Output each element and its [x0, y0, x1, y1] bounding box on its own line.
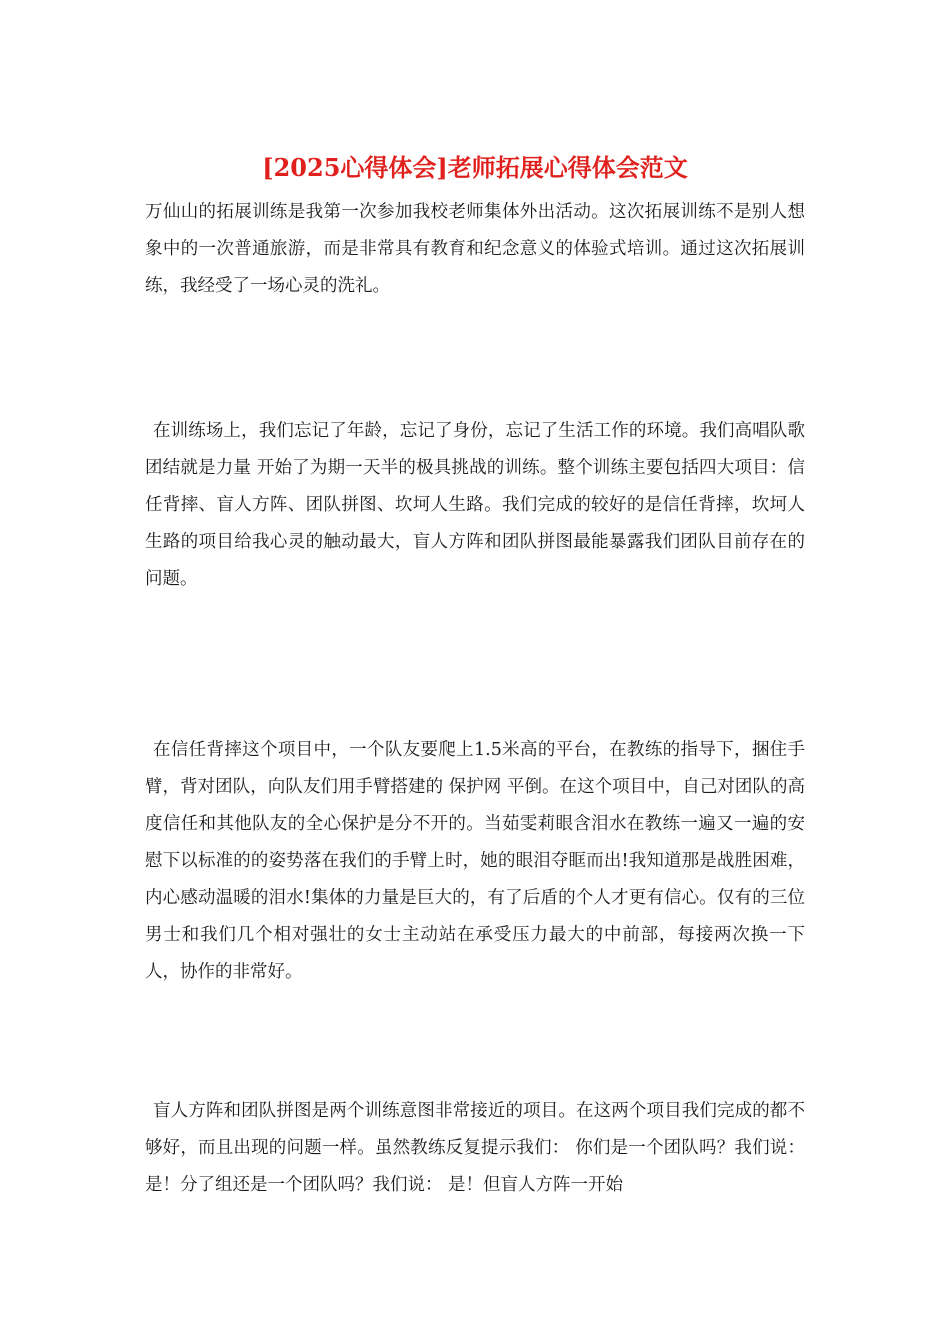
paragraph-training-field: 在训练场上，我们忘记了年龄，忘记了身份，忘记了生活工作的环境。我们高唱队歌 团结就是力量 开始了为期一天半的极具挑战的训练。整个训练主要包括四大项目：信任背摔、盲人方阵、团队拼图、坎坷人生路。我们完成的较好的是信任背摔，坎坷人生路的项目给我心灵的触动最大，盲人方阵和团队拼图最能暴露我们团队目前存在的问题。 [145, 421, 805, 589]
document-title: [2025心得体会]老师拓展心得体会范文 [262, 153, 688, 182]
paragraph-intro: 万仙山的拓展训练是我第一次参加我校老师集体外出活动。这次拓展训练不是别人想象中的一次普通旅游，而是非常具有教育和纪念意义的体验式培训。通过这次拓展训练，我经受了一场心灵的洗礼。 [145, 202, 805, 296]
paragraph-blind-square: 盲人方阵和团队拼图是两个训练意图非常接近的项目。在这两个项目我们完成的都不够好，而且出现的问题一样。虽然教练反复提示我们： 你们是一个团队吗？我们说： 是！分了组还是一个团队吗？我们说： 是！但盲人方阵一开始 [145, 1101, 805, 1195]
paragraph-trust-fall: 在信任背摔这个项目中，一个队友要爬上1.5米高的平台，在教练的指导下，捆住手臂，背对团队，向队友们用手臂搭建的 保护网 平倒。在这个项目中，自己对团队的高度信任和其他队友的全心保护是分不开的。当茹雯莉眼含泪水在教练一遍又一遍的安慰下以标准的的姿势落在我们的手臂上时，她的眼泪夺眶而出!我知道那是战胜困难，内心感动温暖的泪水!集体的力量是巨大的，有了后盾的个人才更有信心。仅有的三位男士和我们几个相对强壮的女士主动站在承受压力最大的中前部，每接两次换一下人，协作的非常好。 [145, 740, 805, 982]
